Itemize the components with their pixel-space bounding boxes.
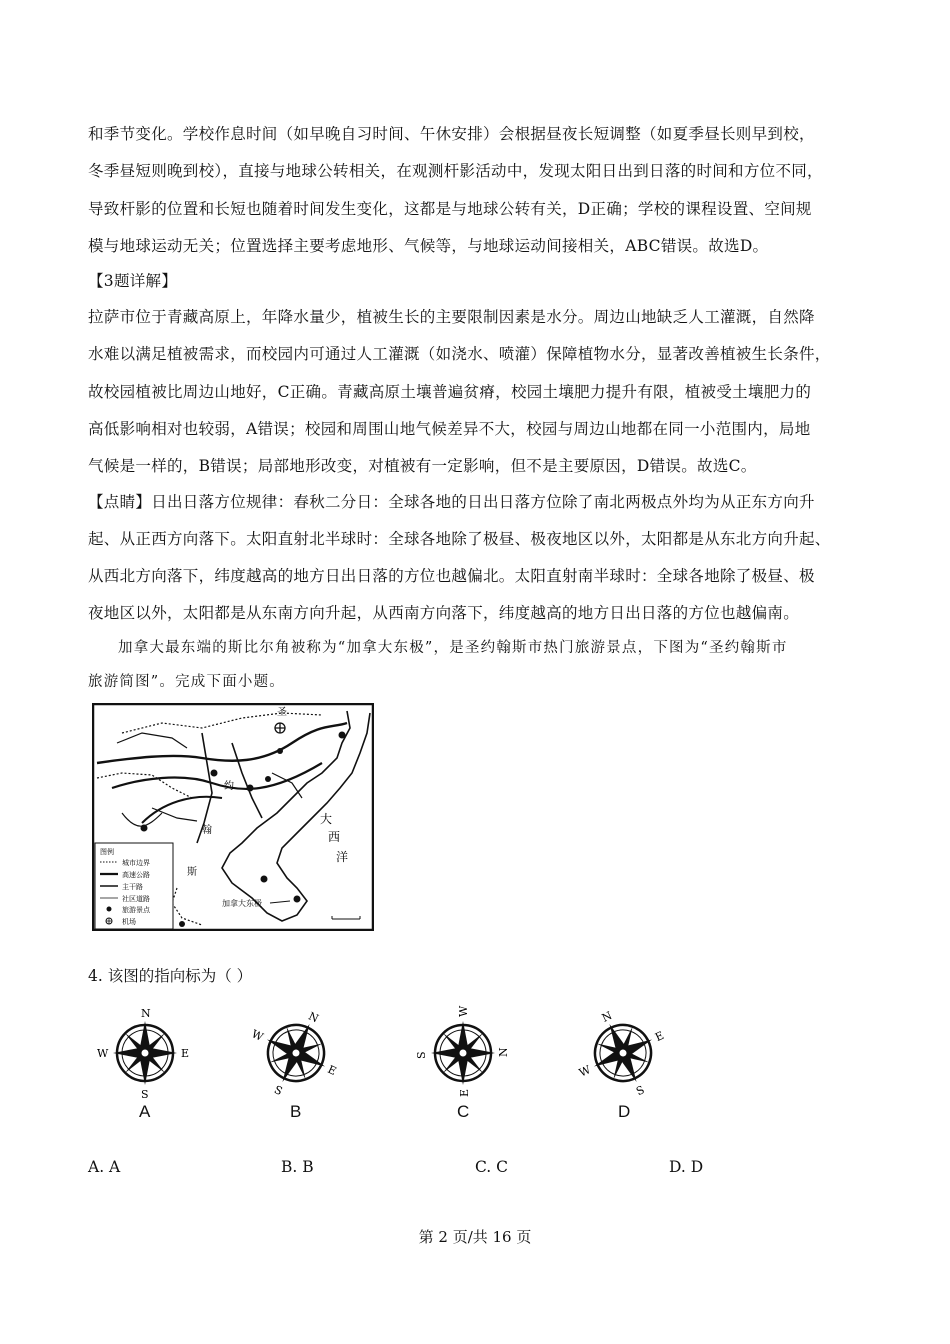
compass-rose-icon <box>575 1005 671 1101</box>
page-footer: 第 2 页/共 16 页 <box>418 1228 532 1246</box>
compass-rose-icon <box>415 1005 511 1101</box>
paragraph-line: 气候是一样的，B错误；局部地形改变，对植被有一定影响，但不是主要原因，D错误。故选C。 <box>88 457 757 475</box>
map-label: 西 <box>328 830 341 844</box>
legend-item: 主干路 <box>122 883 143 891</box>
compass-dir: N <box>497 1047 510 1057</box>
compass-label: B <box>290 1102 302 1121</box>
legend-item: 旅游景点 <box>122 906 150 914</box>
answer-option-c[interactable]: C. C <box>475 1158 509 1176</box>
compass-dir: W <box>576 1063 593 1080</box>
paragraph-line: 模与地球运动无关；位置选择主要考虑地形、气候等，与地球运动间接相关，ABC错误。故选D。 <box>88 237 769 255</box>
paragraph-line: 起、从正西方向落下。太阳直射北半球时：全球各地除了极昼、极夜地区以外，太阳都是从东北方向升起、 <box>88 530 831 548</box>
paragraph-line: 夜地区以外，太阳都是从东南方向升起，从西南方向落下，纬度越高的地方日出日落的方位也越偏南。 <box>88 604 800 622</box>
compass-dir: N <box>599 1008 615 1025</box>
compass-rose-icon <box>97 1005 193 1101</box>
map-label: 翰 <box>202 825 212 836</box>
paragraph-line: 水难以满足植被需求，而校园内可通过人工灌溉（如浇水、喷灌）保障植物水分，显著改善植被生长条件， <box>88 345 831 363</box>
paragraph-line: 拉萨市位于青藏高原上，年降水量少，植被生长的主要限制因素是水分。周边山地缺乏人工灌溉，自然降 <box>88 308 815 326</box>
section-heading: 【3题详解】 <box>88 272 178 290</box>
paragraph-line: 从西北方向落下，纬度越高的地方日出日落的方位也越偏北。太阳直射南半球时：全球各地除了极昼、极 <box>88 567 815 585</box>
legend-item: 社区道路 <box>122 895 150 903</box>
compass-label: C <box>457 1102 470 1121</box>
map-label: 约 <box>224 781 234 792</box>
legend-item: 高速公路 <box>122 871 150 879</box>
compass-label: A <box>139 1102 151 1121</box>
compass-dir: N <box>141 1007 151 1020</box>
map-label: 斯 <box>187 867 197 878</box>
compass-dir: E <box>458 1088 471 1097</box>
paragraph-line: 故校园植被比周边山地好，C正确。青藏高原土壤普遍贫瘠，校园土壤肥力提升有限，植被受土壤肥力的 <box>88 383 812 401</box>
question-text: 4. 该图的指向标为（ ） <box>88 967 253 985</box>
compass-dir: S <box>141 1088 149 1101</box>
legend-item: 机场 <box>122 918 136 926</box>
compass-dir: S <box>634 1083 647 1099</box>
compass-rose-icon <box>248 1005 344 1101</box>
answer-option-b[interactable]: B. B <box>281 1158 314 1176</box>
compass-dir: E <box>325 1062 339 1078</box>
question-intro: 旅游简图”。完成下面小题。 <box>88 674 286 690</box>
compass-label: D <box>618 1102 631 1121</box>
answer-option-a[interactable]: A. A <box>88 1158 121 1176</box>
tourism-map <box>92 703 374 931</box>
paragraph-line: 冬季昼短则晚到校），直接与地球公转相关，在观测杆影活动中，发现太阳日出到日落的时间和方位不同， <box>88 162 823 180</box>
map-label: 大 <box>320 812 333 826</box>
compass-dir: S <box>272 1083 285 1099</box>
paragraph-line: 和季节变化。学校作息时间（如早晚自习时间、午休安排）会根据昼夜长短调整（如夏季昼长则早到校， <box>88 125 815 143</box>
legend-title: 图例 <box>100 848 114 856</box>
map-label: 圣 <box>277 707 287 718</box>
compass-dir: N <box>306 1009 321 1026</box>
compass-dir: W <box>457 1005 470 1017</box>
compass-dir: W <box>97 1047 109 1060</box>
legend-item: 城市边界 <box>122 859 150 867</box>
paragraph-line: 导致杆影的位置和长短也随着时间发生变化，这都是与地球公转有关，D正确；学校的课程设置、空间规 <box>88 200 812 218</box>
compass-dir: E <box>181 1047 190 1060</box>
question-intro: 加拿大最东端的斯比尔角被称为“加拿大东极”，是圣约翰斯市热门旅游景点，下图为“圣约翰斯市 <box>118 640 788 656</box>
map-label: 洋 <box>336 850 349 864</box>
answer-option-d[interactable]: D. D <box>669 1158 704 1176</box>
paragraph-line: 高低影响相对也较弱，A错误；校园和周围山地气候差异不大，校园与周边山地都在同一小范围内，局地 <box>88 420 811 438</box>
compass-dir: S <box>415 1051 428 1059</box>
tip-heading: 【点睛】日出日落方位规律：春秋二分日：全球各地的日出日落方位除了南北两极点外均为从正东方向升 <box>88 493 815 511</box>
map-label: 加拿大东极 <box>222 899 262 908</box>
compass-dir: E <box>653 1028 666 1045</box>
compass-dir: W <box>249 1027 266 1044</box>
